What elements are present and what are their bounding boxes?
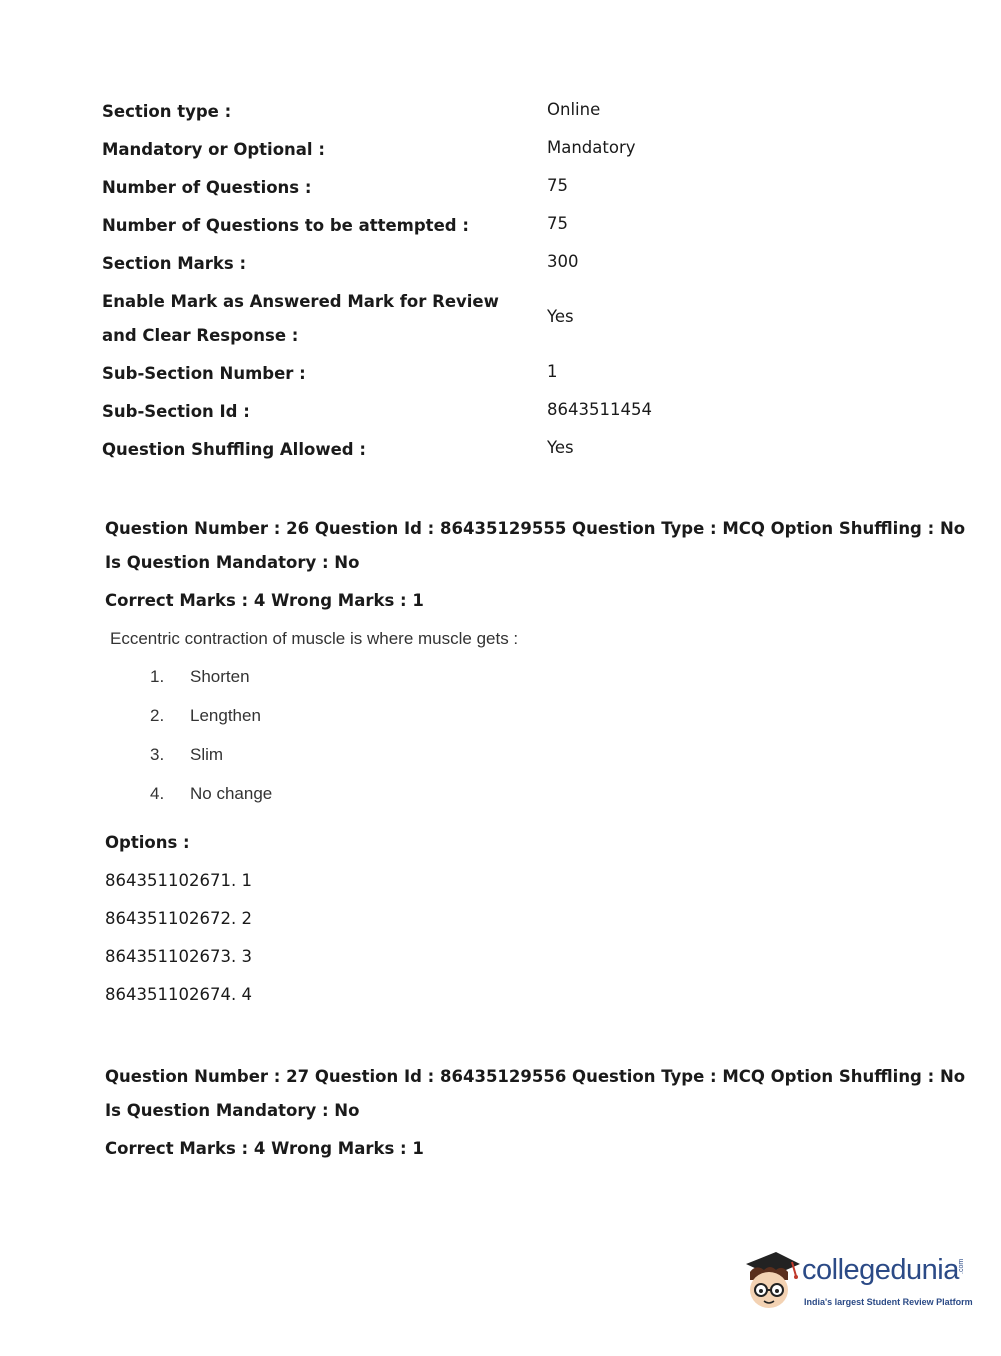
option-id-line: 864351102673. 3 bbox=[105, 947, 252, 966]
info-label: Number of Questions : bbox=[102, 178, 312, 197]
info-label: Section type : bbox=[102, 102, 232, 121]
info-label: Question Shuffling Allowed : bbox=[102, 440, 366, 459]
info-value: Mandatory bbox=[547, 138, 636, 157]
choice-number: 2. bbox=[150, 706, 165, 725]
answer-choice bbox=[150, 784, 272, 804]
choice-number: 4. bbox=[150, 784, 165, 803]
logo-tagline: India's largest Student Review Platform bbox=[804, 1297, 973, 1307]
answer-choice bbox=[150, 745, 223, 765]
answer-choice bbox=[150, 706, 261, 726]
option-id-line: 864351102671. 1 bbox=[105, 871, 252, 890]
option-id-line: 864351102674. 4 bbox=[105, 985, 252, 1004]
info-label: Enable Mark as Answered Mark for Review and Clear Response : bbox=[102, 292, 499, 345]
question-marks: Correct Marks : 4 Wrong Marks : 1 bbox=[105, 591, 424, 610]
mascot-icon bbox=[742, 1250, 804, 1314]
question-header: Question Number : 27 Question Id : 86435129556 Question Type : MCQ Option Shuffling : No bbox=[105, 1067, 966, 1086]
info-value: Yes bbox=[547, 307, 574, 326]
info-value: 1 bbox=[547, 362, 558, 381]
choice-number: 3. bbox=[150, 745, 165, 764]
info-value: Yes bbox=[547, 438, 574, 457]
option-id-line: 864351102672. 2 bbox=[105, 909, 252, 928]
choice-text: Lengthen bbox=[190, 706, 261, 725]
collegedunia-logo bbox=[742, 1250, 972, 1314]
choice-text: No change bbox=[190, 784, 273, 803]
info-label: Sub-Section Number : bbox=[102, 364, 306, 383]
info-value: 300 bbox=[547, 252, 579, 271]
info-label: Number of Questions to be attempted : bbox=[102, 216, 469, 235]
question-text: Eccentric contraction of muscle is where muscle gets : bbox=[110, 629, 519, 648]
choice-number: 1. bbox=[150, 667, 165, 686]
info-value: 75 bbox=[547, 214, 568, 233]
question-marks: Correct Marks : 4 Wrong Marks : 1 bbox=[105, 1139, 424, 1158]
options-label: Options : bbox=[105, 833, 190, 852]
question-header: Question Number : 26 Question Id : 86435129555 Question Type : MCQ Option Shuffling : No bbox=[105, 519, 966, 538]
info-label: Mandatory or Optional : bbox=[102, 140, 325, 159]
question-mandatory: Is Question Mandatory : No bbox=[105, 1101, 360, 1120]
info-label: Section Marks : bbox=[102, 254, 247, 273]
info-value: 8643511454 bbox=[547, 400, 652, 419]
info-value: Online bbox=[547, 100, 601, 119]
choice-text: Slim bbox=[190, 745, 224, 764]
question-mandatory: Is Question Mandatory : No bbox=[105, 553, 360, 572]
answer-choice bbox=[150, 667, 250, 687]
info-value: 75 bbox=[547, 176, 568, 195]
choice-text: Shorten bbox=[190, 667, 250, 686]
logo-wordmark: collegedunia bbox=[802, 1254, 959, 1286]
info-label: Sub-Section Id : bbox=[102, 402, 250, 421]
logo-dotcom: .com bbox=[958, 1258, 965, 1274]
